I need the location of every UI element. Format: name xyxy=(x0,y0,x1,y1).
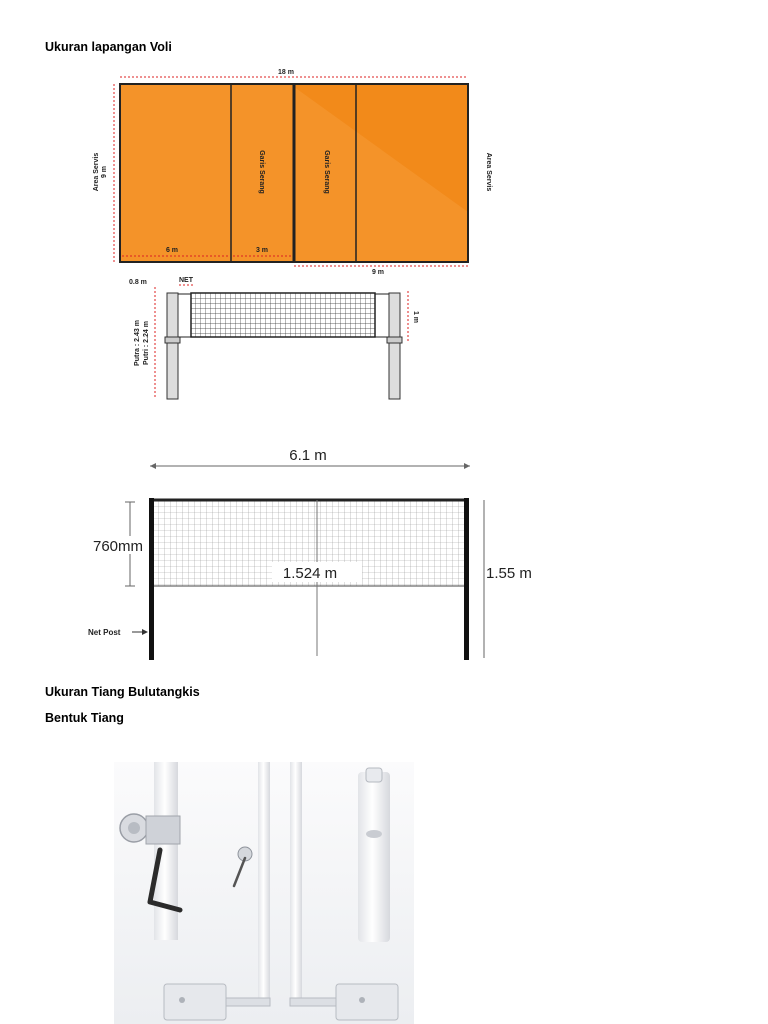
label-attack-line-left: Garis Serang xyxy=(258,150,265,194)
post-shape-title: Bentuk Tiang xyxy=(45,711,124,725)
label-3m: 3 m xyxy=(255,247,269,254)
net-post-arrowhead xyxy=(142,629,148,635)
base-arm-left xyxy=(226,998,270,1006)
pole-middle-right xyxy=(290,762,302,1002)
base-arm-right xyxy=(290,998,336,1006)
label-9m: 9 m xyxy=(371,269,385,276)
badminton-net-diagram xyxy=(80,440,550,665)
label-attack-line-right: Garis Serang xyxy=(323,150,330,194)
badminton-title: Ukuran Tiang Bulutangkis xyxy=(45,685,200,699)
label-service-area-right: Area Servis xyxy=(485,152,492,192)
label-6-1m: 6.1 m xyxy=(289,447,327,464)
label-18m: 18 m xyxy=(278,69,294,76)
base-bolt-right xyxy=(359,997,365,1003)
pole-right xyxy=(358,772,390,942)
badminton-post-photo xyxy=(114,762,414,1024)
label-width-9m: 9 m xyxy=(101,165,108,179)
label-1-524m: 1.524 m xyxy=(282,565,338,582)
winch-hub xyxy=(128,822,140,834)
label-height-women: Putri : 2.24 m xyxy=(143,321,150,365)
base-bolt-left xyxy=(179,997,185,1003)
post-right xyxy=(389,293,400,399)
winch-bracket xyxy=(146,816,180,844)
post-left-collar xyxy=(165,337,180,343)
pole-cap xyxy=(366,768,382,782)
post-right-collar xyxy=(387,337,402,343)
volley-title: Ukuran lapangan Voli xyxy=(45,40,172,54)
volleyball-court-diagram xyxy=(90,62,510,277)
post-base-right xyxy=(336,984,398,1020)
label-net: NET xyxy=(179,277,193,284)
net-post-right xyxy=(464,498,469,660)
post-base-left xyxy=(164,984,226,1020)
label-service-area-left: Area Servis xyxy=(93,152,100,192)
volleyball-net xyxy=(191,293,375,337)
label-net-post: Net Post xyxy=(88,628,121,637)
volleyball-net-diagram xyxy=(125,273,430,405)
label-760mm: 760mm xyxy=(92,538,144,555)
arrow-right xyxy=(464,463,470,469)
label-1m: 1 m xyxy=(412,310,419,324)
label-post-offset: 0.8 m xyxy=(129,279,147,286)
arrow-left xyxy=(150,463,156,469)
label-1-55m: 1.55 m xyxy=(486,565,532,582)
label-6m: 6 m xyxy=(165,247,179,254)
pole-middle-left xyxy=(258,762,270,1002)
post-left xyxy=(167,293,178,399)
label-height-men: Putra : 2.43 m xyxy=(134,320,141,366)
pole-hook xyxy=(366,830,382,838)
net-post-left xyxy=(149,498,154,660)
